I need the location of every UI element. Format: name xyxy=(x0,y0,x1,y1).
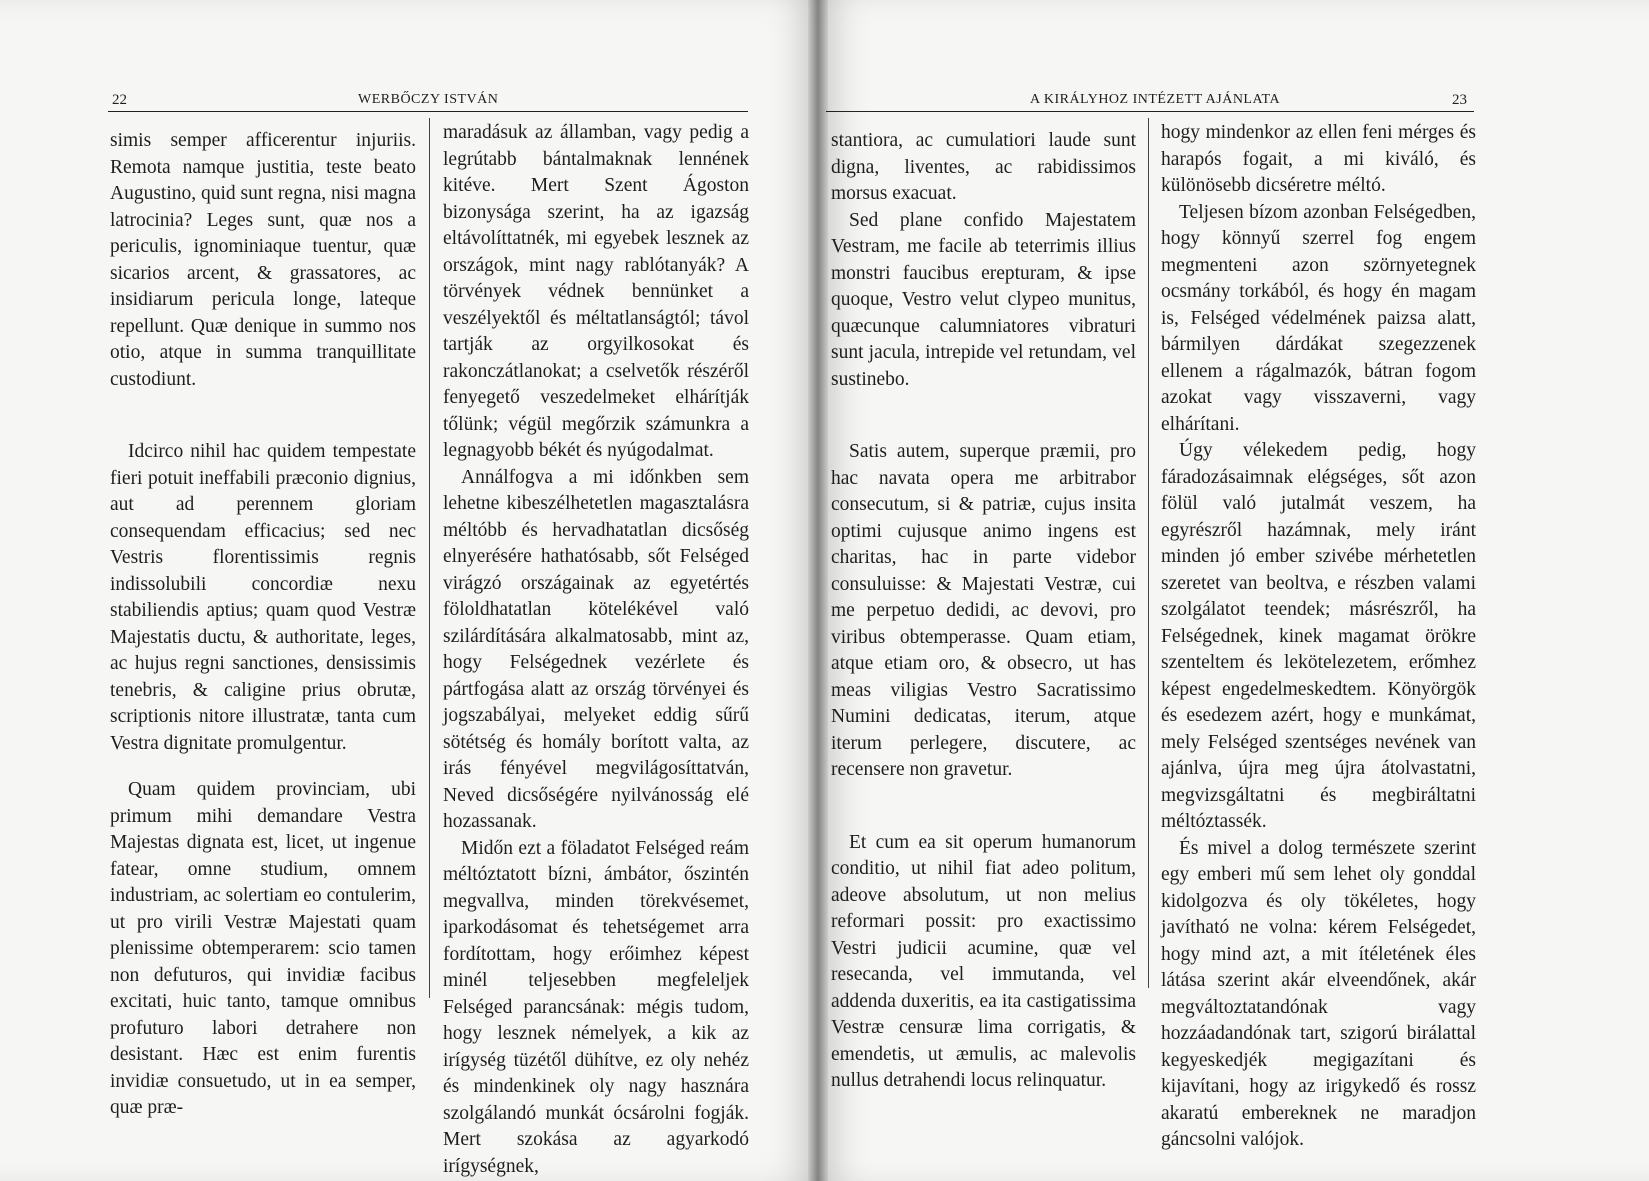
paragraph: maradásuk az államban, vagy pedig a legrútabb bántalmaknak lennének kitéve. Mert Szent Ágoston bizonysága szerint, ha az igazság eltávolíttatnék, mi egyebek lesznek az országok, mint nagy rablótanyák? A törvények védnek bennünket a veszélyektől és méltatlanságtól; távol tartják az orgyilkosokat és rakonczátlanokat; a cselvetők részéről fenyegető veszedelmeket elhárítják tőlünk; végül megőrzik számunkra a legnagyobb békét és nyúgodalmat. xyxy=(443,122,749,461)
paragraph: Idcirco nihil hac quidem tempestate fieri potuit ineffabili præconio dignius, aut ad perennem gloriam consequendam efficacius; sed nec Vestris florentissimis regnis indissolubili concordiæ nexu stabiliendis aptius; quam quod Vestræ Majestatis ductu, & authoritate, leges, ac hujus regni sanctiones, densissimis tenebris, & caligine prius obrutæ, scriptionis nitore illustratæ, tanta cum Vestra dignitate promulgentur. xyxy=(110,441,416,754)
running-head: A KIRÁLYHOZ INTÉZETT AJÁNLATA xyxy=(1030,92,1281,107)
paragraph: És mivel a dolog természete szerint egy emberi mű sem lehet oly gonddal kidolgozva és oly tökéletes, hogy javítható ne volna: kérem Felségedet, hogy mind azt, a mit ítéletének éles látása szerint akár elveendőnek, akár megváltoztatandónak vagy hozzáadandónak tart, szigorú birálattal kegyeskedjék megigazítani és kijavítani, hogy az irigykedő és rossz akaratú embereknek ne maradjon gáncsolni valójok. xyxy=(1161,837,1476,1150)
latin-column xyxy=(831,128,1136,1095)
paragraph: Satis autem, superque præmii, pro hac navata opera me arbitrabor consecutum, si & patriæ, cujus insita optimi cujusque animo ingens est charitas, hac in parte videbor consuluisse: & Majestati Vestræ, cui me perpetuo dedidi, ac devovi, pro viribus obtemperasse. Quam etiam, atque etiam oro, & obsecro, ut has meas viligias Vestro Sacratissimo Numini dedicatas, iterum, atque iterum perlegere, discutere, ac recensere non gravetur. xyxy=(831,441,1136,780)
page-number: 23 xyxy=(1452,92,1467,108)
paragraph: simis semper afficerentur injuriis. Remota namque justitia, teste beato Augustino, quid sunt regna, nisi magna latrocinia? Leges sunt, quæ nos a periculis, ignominiaque tuentur, quæ sicarios arcent, & grassatores, ac insidiarum pericula longe, lateque repellunt. Quæ denique in summo nos otio, atque in summa tranquillitate custodiunt. xyxy=(110,130,417,390)
paragraph: Quam quidem provinciam, ubi primum mihi demandare Vestra Majestas dignata est, licet, ut ingenue fatear, omne studium, omnem industriam, ac solertiam eo contulerim, ut pro virili Vestræ Majestati quam plenissime obtemperarem: scio tamen non defuturos, qui invidiæ facibus excitati, huic tanto, tamque omnibus profuturo labori detrahere non desistant. Hæc est enim furentis invidiæ consuetudo, ut in ea semper, quæ præ- xyxy=(110,779,416,1118)
paragraph: Midőn ezt a föladatot Felséged reám méltóztatott bízni, ámbátor, őszintén megvallva, minden törekvésemet, iparkodásomat és tehetségemet arra fordítottam, hogy erőimhez képest minél teljesebben megfeleljek Felséged parancsának: mégis tudom, hogy lesznek némelyek, a kik az irígység tüzétől dühítve, ez oly nehéz és mindenkinek oly nagy hasznára szolgálandó munkát ócsárolni fogják. Mert szokása az agyarkodó irígységnek, xyxy=(443,837,749,1177)
paragraph: Teljesen bízom azonban Felségedben, hogy könnyű szerrel fog engem megmenteni azon szörnyetegnek ocsmány torkából, és hogy én magam is, Felséged védelmének paizsa alatt, bármilyen dárdákat szegezzenek ellenem a rágalmazók, bátran fogom azokat vagy visszaverni, vagy elhárítani. xyxy=(1161,201,1476,435)
running-head: WERBŐCZY ISTVÁN xyxy=(358,92,499,107)
paragraph: Úgy vélekedem pedig, hogy fáradozásaimnak elégséges, sőt azon fölül való jutalmát veszem, ha egyrészről hazámnak, mely iránt minden jó ember szivébe mérhetetlen szeretet van beoltva, e részben valami szolgálatot teendek; másrészről, ha Felségednek, kinek magamat örökre szenteltem és lekötelezetem, erőmhez képest engedelmeskedtem. Könyörgök és esedezem azért, hogy e munkámat, mely Felséged szentséges nevének van ajánlva, újra meg újra átolvastatni, megvizsgáltatni és megbiráltatni méltóztassék. xyxy=(1161,440,1476,832)
column-divider xyxy=(1148,118,1149,988)
paragraph: stantiora, ac cumulatiori laude sunt digna, liventes, ac rabidissimos morsus exacuat. xyxy=(831,130,1136,204)
right-page xyxy=(818,0,1649,1181)
hungarian-column xyxy=(1161,120,1476,1154)
header-rule xyxy=(108,111,748,112)
latin-column xyxy=(110,128,416,1122)
paragraph: Sed plane confido Majestatem Vestram, me facile ab teterrimis illius monstri faucibus erepturam, & ipse quoque, Vestro velut clypeo munitus, quæcunque calumniatores vibraturi sunt jacula, intrepide vel retundam, vel sustinebo. xyxy=(831,209,1136,390)
paragraph: Et cum ea sit operum humanorum conditio, ut nihil fiat adeo politum, adeove absolutum, ut non melius reformari possit: pro exactissimo Vestri judicii acumine, quæ vel resecanda, vel immutanda, vel addenda duxeritis, ea ita castigatissima Vestræ censuræ lima corrigatis, & emendetis, ut æmulis, ac malevolis nullus detrahendi locus relinquatur. xyxy=(831,831,1136,1091)
book-gutter xyxy=(808,0,828,1181)
column-divider xyxy=(429,118,430,998)
header-rule xyxy=(826,111,1474,112)
hungarian-column xyxy=(443,120,749,1180)
left-page xyxy=(0,0,818,1181)
paragraph: hogy mindenkor az ellen feni mérges és harapós fogait, a mi kiváló, és különösebb dicséretre méltó. xyxy=(1161,122,1476,196)
paragraph: Annálfogva a mi időnkben sem lehetne kibeszélhetetlen magasztalásra méltóbb és hervadhatatlan dicsőség elnyerésére hathatósabb, sőt Felséged virágzó országainak az egyetértés föloldhatatlan kötelékével való szilárdítására alkalmatosabb, mint az, hogy Felségednek vezérlete és pártfogása alatt az ország törvényei és jogszabályai, melyeket eddig sűrű sötétség és homály borított valta, az irás fényével megvilágosíttatván, Neved dicsőségére nyilvánosság elé hozassanak. xyxy=(443,466,749,832)
page-number: 22 xyxy=(112,92,127,108)
